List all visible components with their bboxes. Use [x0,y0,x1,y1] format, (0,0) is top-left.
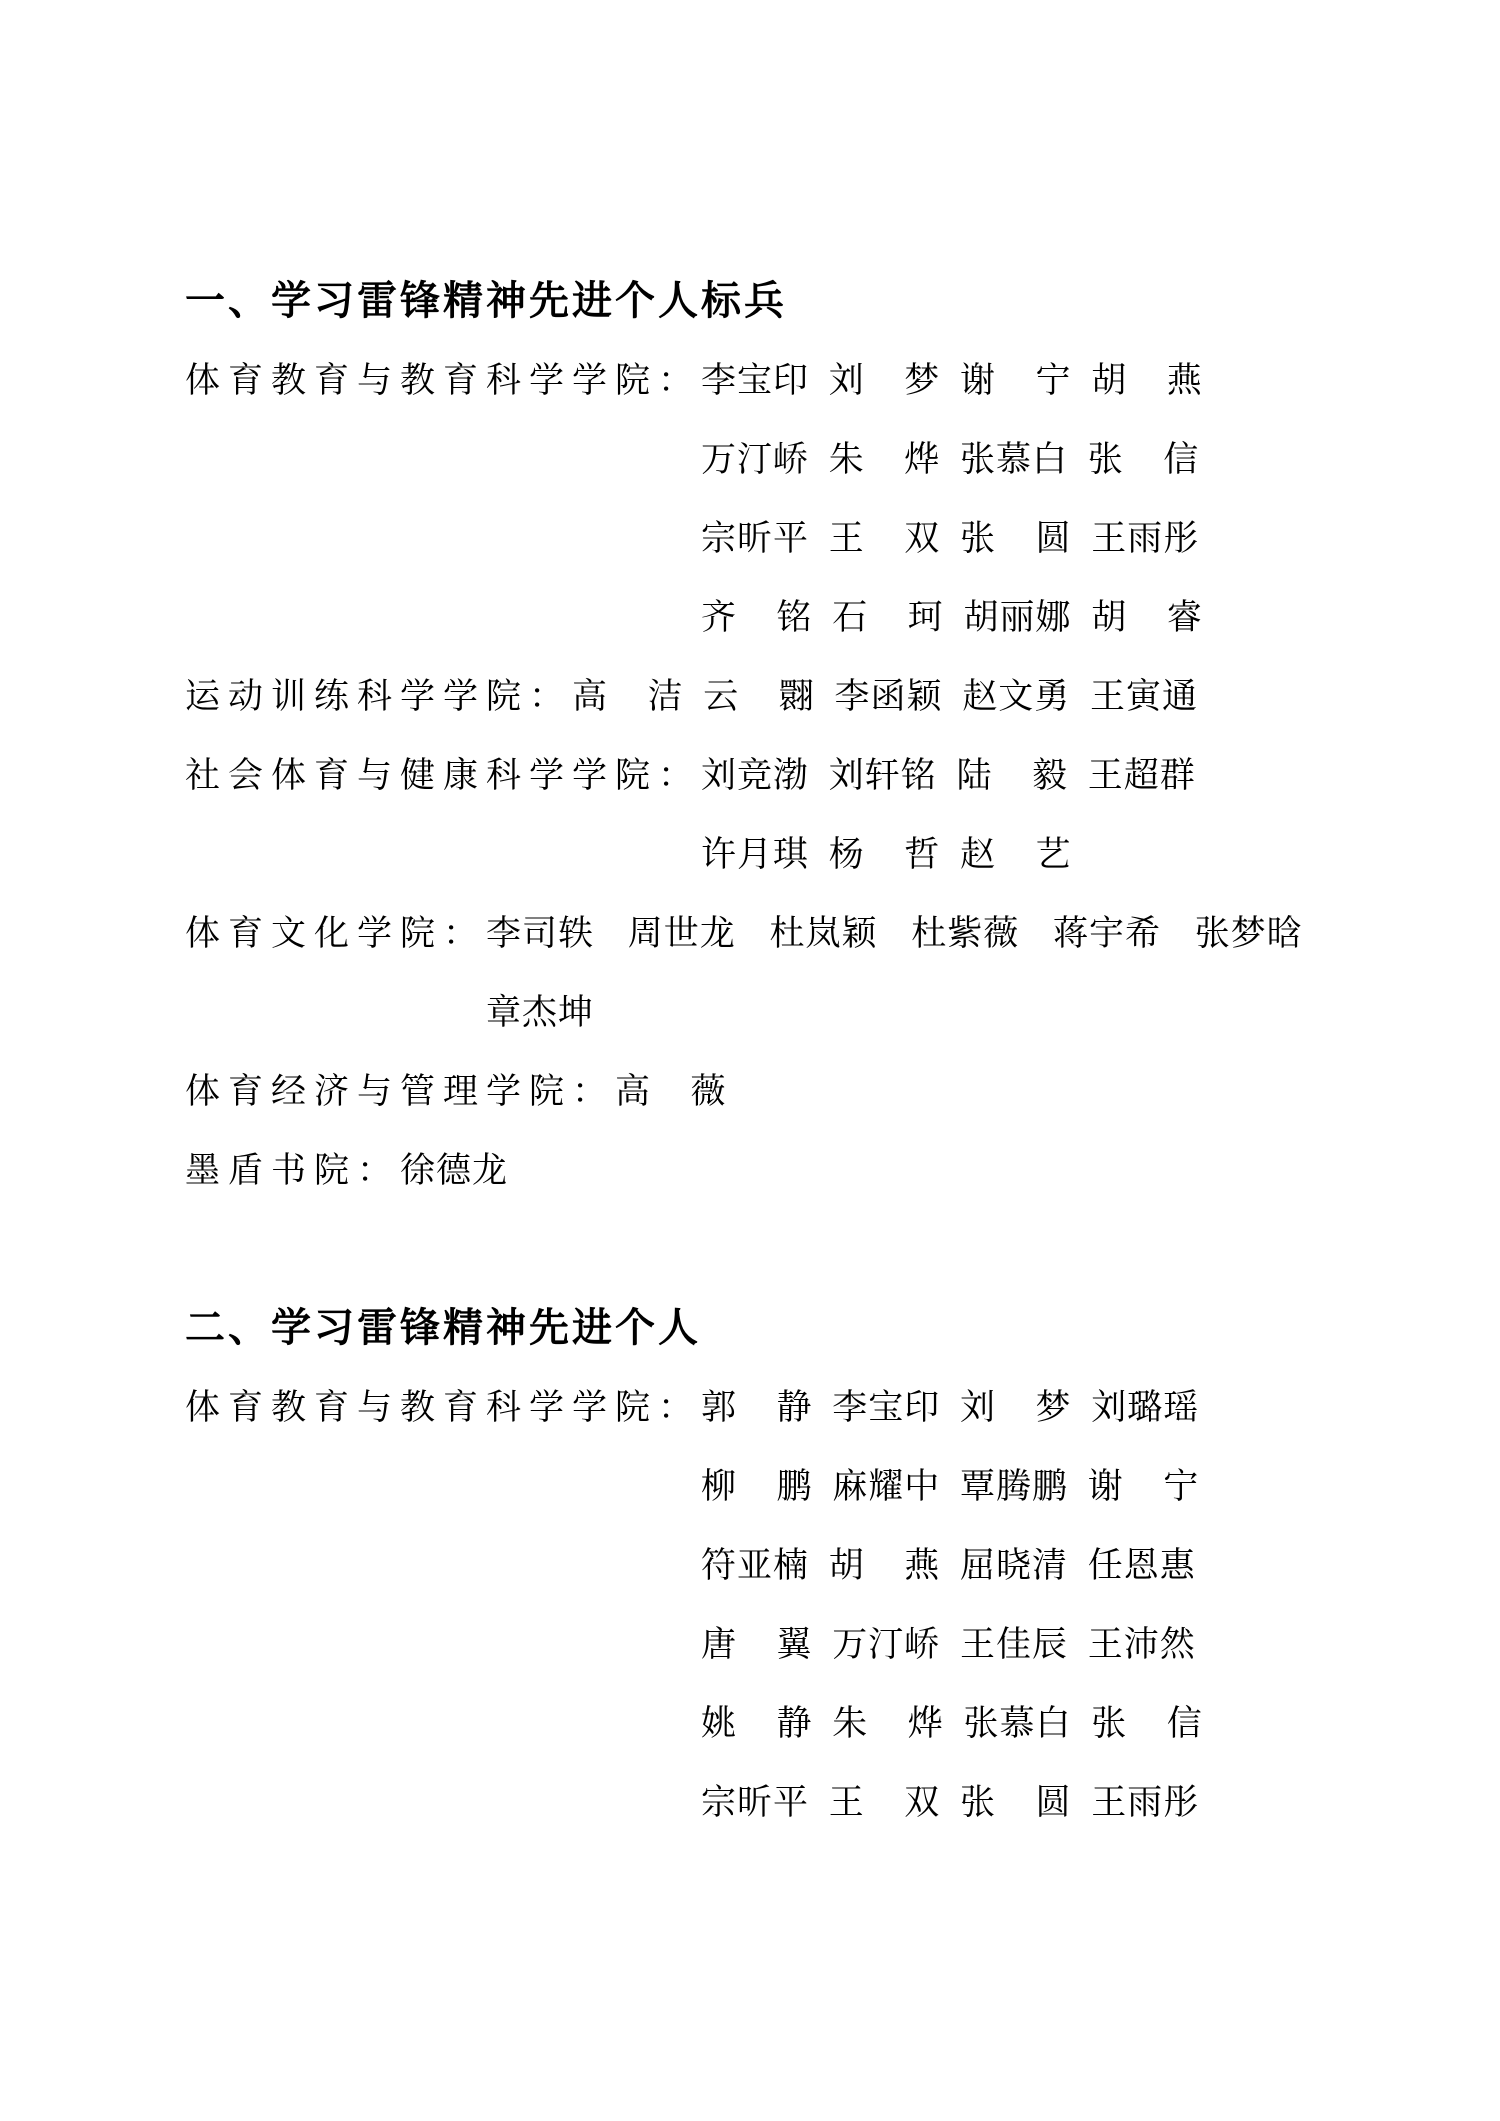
college-label: 体育教育与教育科学学院： [185,361,702,400]
names-line: 宗昕平 王 双 张 圆 王雨彤 [701,519,1200,558]
names-line: 徐德龙 [400,1151,509,1190]
names-line: 唐 翼 万汀峤 王佳辰 王沛然 [701,1625,1196,1664]
names-line: 李司轶 周世龙 杜岚颖 杜紫薇 蒋宇希 张梦晗 [486,914,1303,953]
section-heading-2: 二、学习雷锋精神先进个人 [185,1306,701,1350]
college-entry-pe-education [185,341,1350,657]
college-label: 体育经济与管理学院： [185,1072,616,1111]
names-line: 高 薇 [615,1072,727,1111]
names-block [701,1368,1350,1842]
names-line: 许月琪 杨 哲 赵 艺 [701,835,1072,874]
names-line: 高 洁 云 翾 李函颖 赵文勇 王寅通 [572,677,1199,716]
names-block [572,657,1350,736]
names-line: 刘竞渤 刘轩铭 陆 毅 王超群 [701,756,1196,795]
names-line: 符亚楠 胡 燕 屈晓清 任恩惠 [701,1546,1196,1585]
names-line: 姚 静 朱 烨 张慕白 张 信 [701,1704,1203,1743]
college-entry-sport-culture [185,894,1350,1052]
names-line: 宗昕平 王 双 张 圆 王雨彤 [701,1783,1200,1822]
names-line: 柳 鹏 麻耀中 覃腾鹏 谢 宁 [701,1467,1200,1506]
names-block [615,1052,1350,1131]
college-label: 体育文化学院： [185,914,487,953]
names-line: 齐 铭 石 珂 胡丽娜 胡 睿 [701,598,1203,637]
section-heading-1: 一、学习雷锋精神先进个人标兵 [185,279,787,323]
names-line: 章杰坤 [486,993,595,1032]
college-entry-sport-training [185,657,1350,736]
names-block [701,341,1350,657]
names-line: 万汀峤 朱 烨 张慕白 张 信 [701,440,1200,479]
college-entry-social-sport [185,736,1350,894]
college-label: 墨盾书院： [185,1151,401,1190]
names-block [400,1131,1350,1210]
college-label: 体育教育与教育科学学院： [185,1388,702,1427]
names-line: 李宝印 刘 梦 谢 宁 胡 燕 [701,361,1203,400]
names-block [701,736,1350,894]
names-line: 郭 静 李宝印 刘 梦 刘璐瑶 [701,1388,1200,1427]
college-entry-sport-economy [185,1052,1350,1131]
names-block [486,894,1350,1052]
college-entry-pe-education-2 [185,1368,1350,1842]
college-label: 社会体育与健康科学学院： [185,756,702,795]
college-label: 运动训练科学学院： [185,677,573,716]
college-entry-mudun [185,1131,1350,1210]
